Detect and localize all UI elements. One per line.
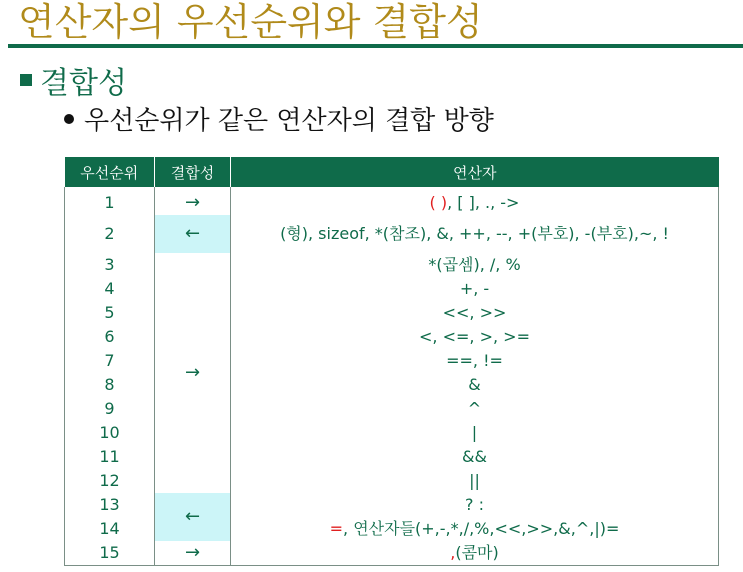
ops-cell bbox=[231, 349, 719, 373]
ops-cell bbox=[231, 517, 719, 541]
ops-cell bbox=[231, 187, 719, 215]
ops-green: ^ bbox=[467, 399, 482, 418]
ops-cell bbox=[231, 325, 719, 349]
ops-red: , bbox=[450, 543, 456, 562]
title-divider bbox=[8, 44, 743, 48]
rank-cell: 4 bbox=[65, 277, 155, 301]
header-assoc: 결합성 bbox=[155, 157, 231, 187]
ops-green: ==, != bbox=[446, 351, 503, 370]
bullet-sub-text: 우선순위가 같은 연산자의 결합 방향 bbox=[84, 106, 494, 136]
ops-green: <<, >> bbox=[442, 303, 507, 322]
header-ops: 연산자 bbox=[231, 157, 719, 187]
assoc-cell: → bbox=[155, 253, 231, 493]
ops-cell bbox=[231, 301, 719, 325]
rank-cell: 2 bbox=[65, 215, 155, 253]
table-row bbox=[65, 253, 719, 277]
rank-cell: 9 bbox=[65, 397, 155, 421]
assoc-cell: → bbox=[155, 187, 231, 215]
rank-cell: 7 bbox=[65, 349, 155, 373]
rank-cell: 14 bbox=[65, 517, 155, 541]
rank-cell: 15 bbox=[65, 541, 155, 566]
rank-cell: 6 bbox=[65, 325, 155, 349]
ops-green: , 연산자들(+,-,*,/,%,<<,>>,&,^,|)= bbox=[343, 519, 620, 538]
ops-green: (형), sizeof, *(참조), &, ++, --, +(부호), -(부호),~, ! bbox=[280, 224, 669, 243]
ops-cell bbox=[231, 215, 719, 253]
table-row bbox=[65, 493, 719, 517]
square-bullet-icon bbox=[20, 74, 32, 86]
ops-cell bbox=[231, 277, 719, 301]
slide-title: 연산자의 우선순위와 결합성 bbox=[18, 0, 483, 44]
bullet-main bbox=[20, 58, 127, 102]
assoc-cell: ← bbox=[155, 215, 231, 253]
ops-green: *(곱셈), /, % bbox=[428, 255, 521, 274]
ops-cell bbox=[231, 421, 719, 445]
rank-cell: 12 bbox=[65, 469, 155, 493]
rank-cell: 13 bbox=[65, 493, 155, 517]
bullet-main-text: 결합성 bbox=[40, 66, 127, 101]
table-row bbox=[65, 215, 719, 253]
ops-green: & bbox=[468, 375, 481, 394]
rank-cell: 8 bbox=[65, 373, 155, 397]
ops-cell bbox=[231, 493, 719, 517]
ops-green: +, - bbox=[459, 279, 490, 298]
rank-cell: 10 bbox=[65, 421, 155, 445]
round-bullet-icon bbox=[64, 114, 74, 124]
ops-green: && bbox=[462, 447, 487, 466]
ops-green: | bbox=[471, 423, 478, 442]
precedence-table bbox=[64, 157, 719, 566]
ops-green: (콤마) bbox=[455, 543, 499, 562]
ops-cell bbox=[231, 445, 719, 469]
bullet-sub bbox=[64, 100, 494, 137]
ops-cell bbox=[231, 469, 719, 493]
ops-cell bbox=[231, 373, 719, 397]
ops-green: , [ ], ., -> bbox=[447, 193, 520, 212]
ops-cell bbox=[231, 397, 719, 421]
rank-cell: 1 bbox=[65, 187, 155, 215]
assoc-cell: → bbox=[155, 541, 231, 566]
ops-red: = bbox=[329, 519, 344, 538]
ops-green: <, <=, >, >= bbox=[419, 327, 530, 346]
table-row bbox=[65, 187, 719, 215]
table-row bbox=[65, 541, 719, 566]
assoc-cell: ← bbox=[155, 493, 231, 541]
ops-red: ( ) bbox=[429, 193, 448, 212]
rank-cell: 11 bbox=[65, 445, 155, 469]
rank-cell: 5 bbox=[65, 301, 155, 325]
ops-cell bbox=[231, 541, 719, 566]
table-header-row bbox=[65, 157, 719, 187]
header-rank: 우선순위 bbox=[65, 157, 155, 187]
ops-cell bbox=[231, 253, 719, 277]
rank-cell: 3 bbox=[65, 253, 155, 277]
ops-green: || bbox=[469, 471, 480, 490]
ops-green: ? : bbox=[465, 495, 484, 514]
